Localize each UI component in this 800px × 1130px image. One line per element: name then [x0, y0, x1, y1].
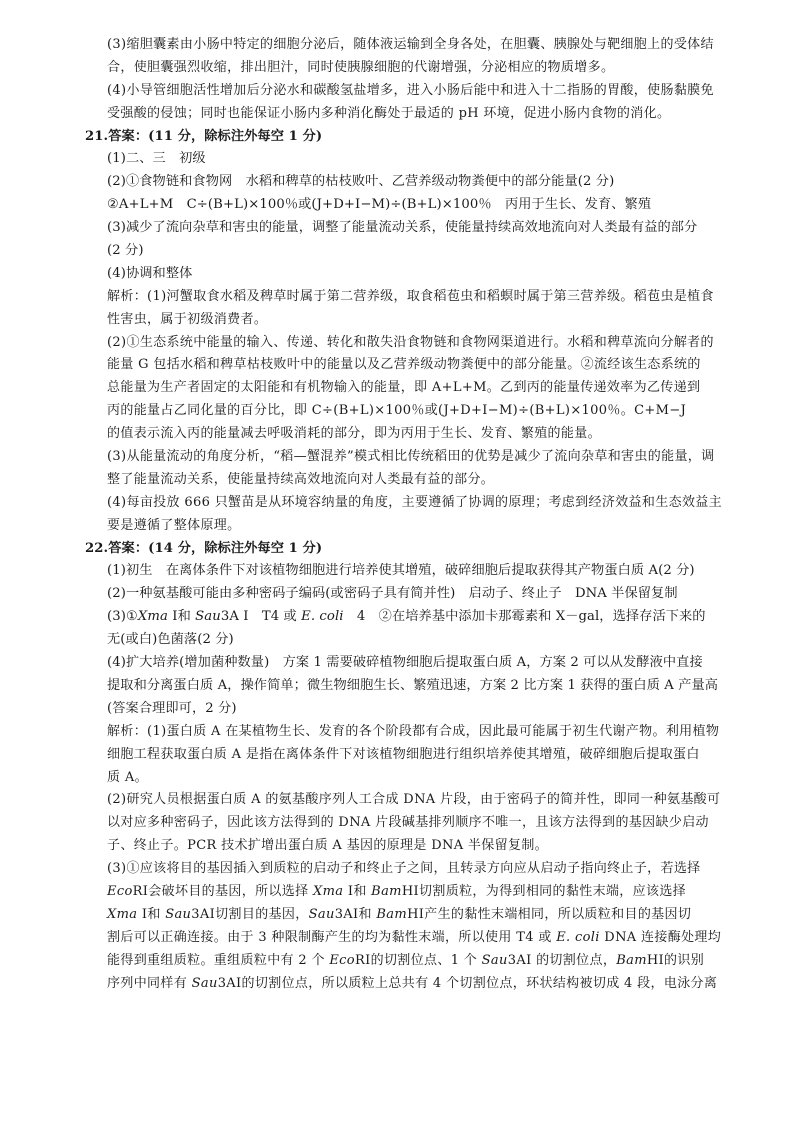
text-line: (3)减少了流向杂草和害虫的能量，调整了能量流动关系，使能量持续高效地流向对人类最有益的部分: [107, 220, 698, 236]
text-line: (2 分): [107, 243, 144, 259]
text-line: 子、终止子。PCR 技术扩增出蛋白质 A 基因的原理是 DNA 半保留复制。: [107, 838, 549, 854]
text-line: 提取和分离蛋白质 A，操作简单；微生物细胞生长、繁殖迅速，方案 2 比方案 1 获得的蛋白质 A 产量高: [107, 677, 719, 693]
text-line: 丙的能量占乙同化量的百分比，即 C÷(B+L)×100％或(J+D+I−M)÷(B+L)×100％。C+M−J: [107, 403, 687, 419]
text-line: (3)①Xma Ⅰ和 Sau3A Ⅰ T4 或 E. coli 4 ②在培养基中添加卡那霉素和 X－gal，选择存活下来的: [107, 609, 706, 625]
text-line: 质 A。: [107, 769, 148, 785]
text-line: 合，使胆囊强烈收缩，排出胆汁，同时使胰腺细胞的代谢增强，分泌相应的物质增多。: [107, 59, 615, 75]
answer-page: [85, 34, 725, 995]
text-line: 无(或白)色菌落(2 分): [107, 632, 234, 648]
text-line: ②A+L+M C÷(B+L)×100％或(J+D+I−M)÷(B+L)×100％ 丙用于生长、发育、繁殖: [107, 197, 652, 213]
text-line: 性害虫，属于初级消费者。: [107, 311, 268, 327]
text-line: 解析：(1)河蟹取食水稻及稗草时属于第二营养级，取食稻苞虫和稻螟时属于第三营养级。稻苞虫是植食: [107, 288, 714, 304]
text-line: 割后可以正确连接。由于 3 种限制酶产生的均为黏性末端，所以使用 T4 或 E. coli DNA 连接酶处理均: [107, 929, 722, 945]
text-line: 总能量为生产者固定的太阳能和有机物输入的能量，即 A+L+M。乙到丙的能量传递效率为乙传递到: [107, 380, 701, 396]
text-line: 细胞工程获取蛋白质 A 是指在离体条件下对该植物细胞进行组织培养使其增殖，破碎细胞后提取蛋白: [107, 746, 700, 762]
text-line: (4)扩大培养(增加菌种数量) 方案 1 需要破碎植物细胞后提取蛋白质 A，方案 2 可以从发酵液中直接: [107, 655, 703, 671]
text-line: (1)二、三 初级: [107, 151, 206, 167]
text-line: 要是遵循了整体原理。: [107, 517, 241, 533]
text-line: EcoRⅠ会破坏目的基因，所以选择 Xma Ⅰ和 BamHⅠ切割质粒，为得到相同的黏性末端，应该选择: [107, 883, 687, 899]
text-line: (2)①生态系统中能量的输入、传递、转化和散失沿食物链和食物网渠道进行。水稻和稗草流向分解者的: [107, 334, 714, 350]
text-line: 21.答案：(11 分，除标注外每空 1 分): [85, 128, 323, 144]
text-line: (答案合理即可，2 分): [107, 700, 237, 716]
text-line: (4)小导管细胞活性增加后分泌水和碳酸氢盐增多，进入小肠后能中和进入十二指肠的胃酸，使肠黏膜免: [107, 82, 714, 98]
text-line: (2)一种氨基酸可能由多种密码子编码(或密码子具有简并性) 启动子、终止子 DNA 半保留复制: [107, 586, 678, 602]
text-line: (2)研究人员根据蛋白质 A 的氨基酸序列人工合成 DNA 片段，由于密码子的简并性，即同一种氨基酸可: [107, 792, 721, 808]
text-line: 22.答案：(14 分，除标注外每空 1 分): [85, 540, 323, 556]
text-line: 能量 G 包括水稻和稗草枯枝败叶中的能量以及乙营养级动物粪便中的部分能量。②流经该生态系统的: [107, 357, 701, 373]
text-line: Xma Ⅰ和 Sau3AⅠ切割目的基因，Sau3AⅠ和 BamHⅠ产生的黏性末端相同，所以质粒和目的基因切: [107, 906, 692, 922]
text-line: (4)协调和整体: [107, 265, 193, 281]
text-line: 整了能量流动关系，使能量持续高效地流向对人类最有益的部分。: [107, 471, 495, 487]
text-line: (3)从能量流动的角度分析，“稻—蟹混养”模式相比传统稻田的优势是减少了流向杂草和害虫的能量，调: [107, 449, 715, 465]
text-line: 的值表示流入丙的能量减去呼吸消耗的部分，即为丙用于生长、发育、繁殖的能量。: [107, 426, 601, 442]
text-line: (2)①食物链和食物网 水稻和稗草的枯枝败叶、乙营养级动物粪便中的部分能量(2 分): [107, 174, 615, 190]
text-line: 受强酸的侵蚀；同时也能保证小肠内多种消化酶处于最适的 pH 环境，促进小肠内食物的消化。: [107, 105, 671, 121]
text-line: (1)初生 在离体条件下对该植物细胞进行培养使其增殖，破碎细胞后提取获得其产物蛋白质 A(2 分): [107, 563, 695, 579]
text-line: (3)缩胆囊素由小肠中特定的细胞分泌后，随体液运输到全身各处，在胆囊、胰腺处与靶细胞上的受体结: [107, 37, 714, 52]
text-line: 以对应多种密码子，因此该方法得到的 DNA 片段碱基排列顺序不唯一，且该方法得到的基因缺少启动: [107, 815, 709, 831]
text-line: (3)①应该将目的基因插入到质粒的启动子和终止子之间，且转录方向应从启动子指向终止子，若选择: [107, 861, 701, 877]
text-line: 能得到重组质粒。重组质粒中有 2 个 EcoRⅠ的切割位点、1 个 Sau3AⅠ 的切割位点，BamHⅠ的识别: [107, 952, 705, 968]
text-line: (4)每亩投放 666 只蟹苗是从环境容纳量的角度，主要遵循了协调的原理；考虑到经济效益和生态效益主: [107, 494, 722, 510]
text-line: 解析：(1)蛋白质 A 在某植物生长、发育的各个阶段都有合成，因此最可能属于初生代谢产物。利用植物: [107, 723, 720, 739]
text-line: 序列中同样有 Sau3AⅠ的切割位点，所以质粒上总共有 4 个切割位点，环状结构被切成 4 段，电泳分离: [107, 975, 718, 991]
